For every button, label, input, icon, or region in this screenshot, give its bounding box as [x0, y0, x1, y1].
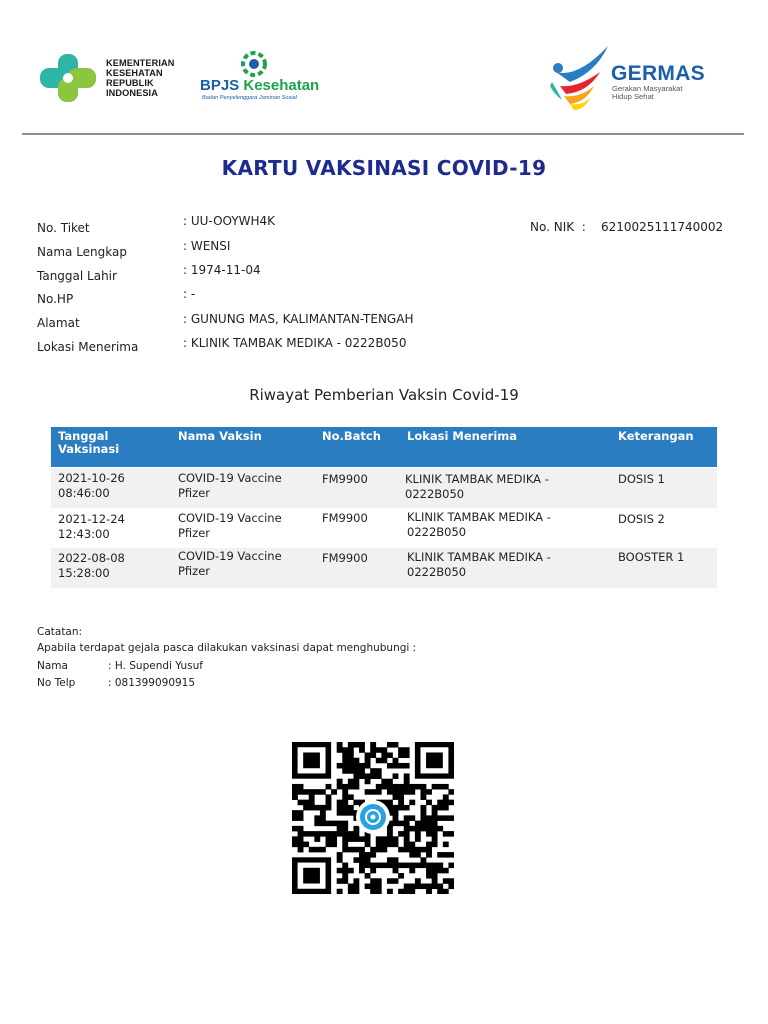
- contact-name-value: : H. Supendi Yusuf: [108, 660, 203, 672]
- contact-phone-value: : 081399090915: [108, 677, 196, 689]
- location-value: : KLINIK TAMBAK MEDIKA - 0222B050: [183, 336, 407, 350]
- cell-note: BOOSTER 1: [618, 550, 685, 564]
- location-label: Lokasi Menerima: [37, 340, 139, 354]
- table-header: [51, 427, 717, 467]
- qr-center-badge: [356, 800, 390, 834]
- kemenkes-name: KEMENTERIAN KESEHATAN REPUBLIK INDONESIA: [106, 58, 175, 98]
- name-label: Nama Lengkap: [37, 245, 127, 259]
- bpjs-name: BPJS Kesehatan: [200, 77, 320, 94]
- qr-code: [292, 742, 454, 894]
- cell-location: KLINIK TAMBAK MEDIKA - 0222B050: [405, 472, 549, 501]
- name-value: : WENSI: [183, 239, 231, 253]
- germas-tagline: Gerakan Masyarakat Hidup Sehat: [612, 84, 683, 102]
- header-date: Tanggal Vaksinasi: [58, 429, 120, 456]
- page-title: KARTU VAKSINASI COVID-19: [221, 156, 547, 180]
- cell-vaccine: COVID-19 Vaccine Pfizer: [178, 549, 282, 578]
- ticket-label: No. Tiket: [37, 221, 90, 235]
- cell-vaccine: COVID-19 Vaccine Pfizer: [178, 511, 282, 540]
- kemenkes-logo: [38, 52, 188, 104]
- contact-phone-label: No Telp: [37, 677, 76, 689]
- header-batch: No.Batch: [322, 429, 381, 443]
- notes-text: Apabila terdapat gejala pasca dilakukan vaksinasi dapat menghubungi :: [37, 642, 417, 654]
- birthdate-value: : 1974-11-04: [183, 263, 261, 277]
- header-location: Lokasi Menerima: [407, 429, 518, 443]
- ticket-value: : UU-OOYWH4K: [183, 214, 276, 228]
- cell-batch: FM9900: [322, 511, 368, 525]
- cell-vaccine: COVID-19 Vaccine Pfizer: [178, 471, 282, 500]
- nik-label: No. NIK :: [530, 220, 586, 234]
- phone-label: No.HP: [37, 292, 74, 306]
- address-label: Alamat: [37, 316, 80, 330]
- shield-icon: [360, 804, 386, 830]
- cell-date: 2021-12-24 12:43:00: [58, 512, 125, 541]
- history-title: Riwayat Pemberian Vaksin Covid-19: [249, 386, 519, 404]
- kemenkes-emblem-icon: [38, 52, 100, 104]
- germas-name: GERMAS: [611, 62, 705, 85]
- header-divider: [22, 133, 744, 135]
- table-row: [51, 548, 717, 588]
- cell-date: 2022-08-08 15:28:00: [58, 551, 125, 580]
- cell-batch: FM9900: [322, 551, 368, 565]
- birthdate-label: Tanggal Lahir: [37, 269, 117, 283]
- cell-location: KLINIK TAMBAK MEDIKA - 0222B050: [407, 510, 551, 539]
- cell-note: DOSIS 1: [618, 472, 665, 486]
- bpjs-emblem-icon: [238, 50, 270, 78]
- germas-logo: [548, 42, 718, 112]
- cell-location: KLINIK TAMBAK MEDIKA - 0222B050: [407, 550, 551, 579]
- header-note: Keterangan: [618, 429, 694, 443]
- phone-value: : -: [183, 287, 196, 301]
- cell-note: DOSIS 2: [618, 512, 665, 526]
- header-vaccine: Nama Vaksin: [178, 429, 262, 443]
- germas-emblem-icon: [548, 42, 614, 112]
- address-value: : GUNUNG MAS, KALIMANTAN-TENGAH: [183, 312, 414, 326]
- bpjs-logo: [198, 48, 318, 106]
- cell-date: 2021-10-26 08:46:00: [58, 471, 125, 500]
- table-row: [51, 508, 717, 548]
- nik-value: 6210025111740002: [601, 220, 724, 234]
- table-row: [51, 468, 717, 508]
- bpjs-tagline: Badan Penyelenggara Jaminan Sosial: [202, 95, 297, 101]
- cell-batch: FM9900: [322, 472, 368, 486]
- notes-heading: Catatan:: [37, 626, 83, 638]
- contact-name-label: Nama: [37, 660, 68, 672]
